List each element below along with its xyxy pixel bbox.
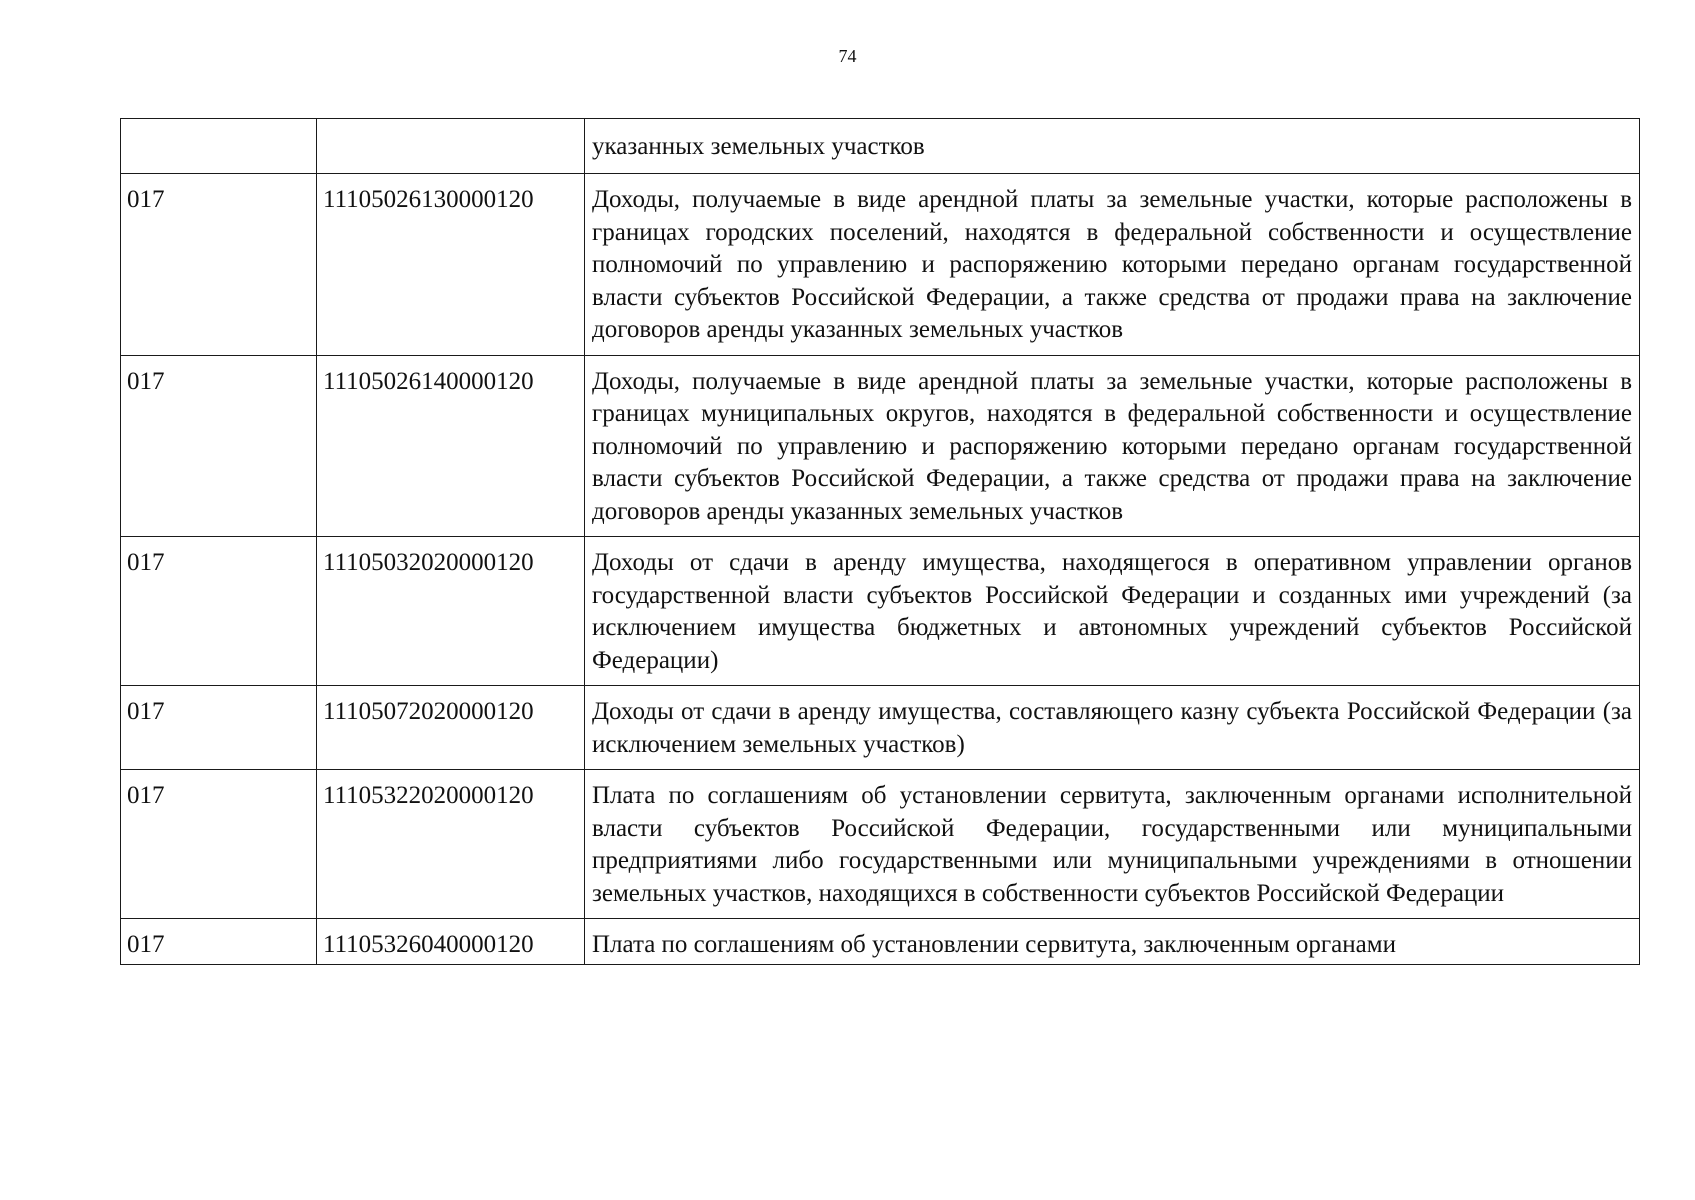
description-cell: Доходы, получаемые в виде арендной платы за земельные участки, которые расположены в границах городских поселений, находятся в федеральной собственности и осуществление полномочий по управлению и распоряжению которыми передано органам государственной власти субъектов Российской Федерации, а также средства от продажи права на заключение договоров аренды указанных земельных участков	[585, 174, 1640, 356]
table-row	[121, 770, 1640, 919]
description-cell: Доходы от сдачи в аренду имущества, составляющего казну субъекта Российской Федерации (за исключением земельных участков)	[585, 686, 1640, 770]
table-row	[121, 686, 1640, 770]
table-row	[121, 355, 1640, 537]
admin-code-cell: 017	[121, 537, 317, 686]
admin-code-cell: 017	[121, 355, 317, 537]
kbk-code-cell: 11105026140000120	[317, 355, 585, 537]
table-row	[121, 919, 1640, 965]
kbk-code-cell: 11105322020000120	[317, 770, 585, 919]
admin-code-cell: 017	[121, 770, 317, 919]
kbk-code-cell: 11105072020000120	[317, 686, 585, 770]
page-number: 74	[838, 46, 857, 66]
admin-code-cell	[121, 119, 317, 174]
description-cell: Плата по соглашениям об установлении сервитута, заключенным органами исполнительной власти субъектов Российской Федерации, государственными или муниципальными предприятиями либо государственными или муниципальными учреждениями в отношении земельных участков, находящихся в собственности субъектов Российской Федерации	[585, 770, 1640, 919]
kbk-code-cell: 11105326040000120	[317, 919, 585, 965]
table-row	[121, 119, 1640, 174]
kbk-code-cell: 11105026130000120	[317, 174, 585, 356]
description-cell: Плата по соглашениям об установлении сервитута, заключенным органами	[585, 919, 1640, 965]
description-cell: указанных земельных участков	[585, 119, 1640, 174]
description-cell: Доходы от сдачи в аренду имущества, находящегося в оперативном управлении органов государственной власти субъектов Российской Федерации и созданных ими учреждений (за исключением имущества бюджетных и автономных учреждений субъектов Российской Федерации)	[585, 537, 1640, 686]
table-row	[121, 537, 1640, 686]
kbk-code-cell	[317, 119, 585, 174]
description-cell: Доходы, получаемые в виде арендной платы за земельные участки, которые расположены в границах муниципальных округов, находятся в федеральной собственности и осуществление полномочий по управлению и распоряжению которыми передано органам государственной власти субъектов Российской Федерации, а также средства от продажи права на заключение договоров аренды указанных земельных участков	[585, 355, 1640, 537]
kbk-code-cell: 11105032020000120	[317, 537, 585, 686]
admin-code-cell: 017	[121, 919, 317, 965]
admin-code-cell: 017	[121, 174, 317, 356]
admin-code-cell: 017	[121, 686, 317, 770]
revenue-codes-table	[120, 118, 1640, 965]
table-row	[121, 174, 1640, 356]
